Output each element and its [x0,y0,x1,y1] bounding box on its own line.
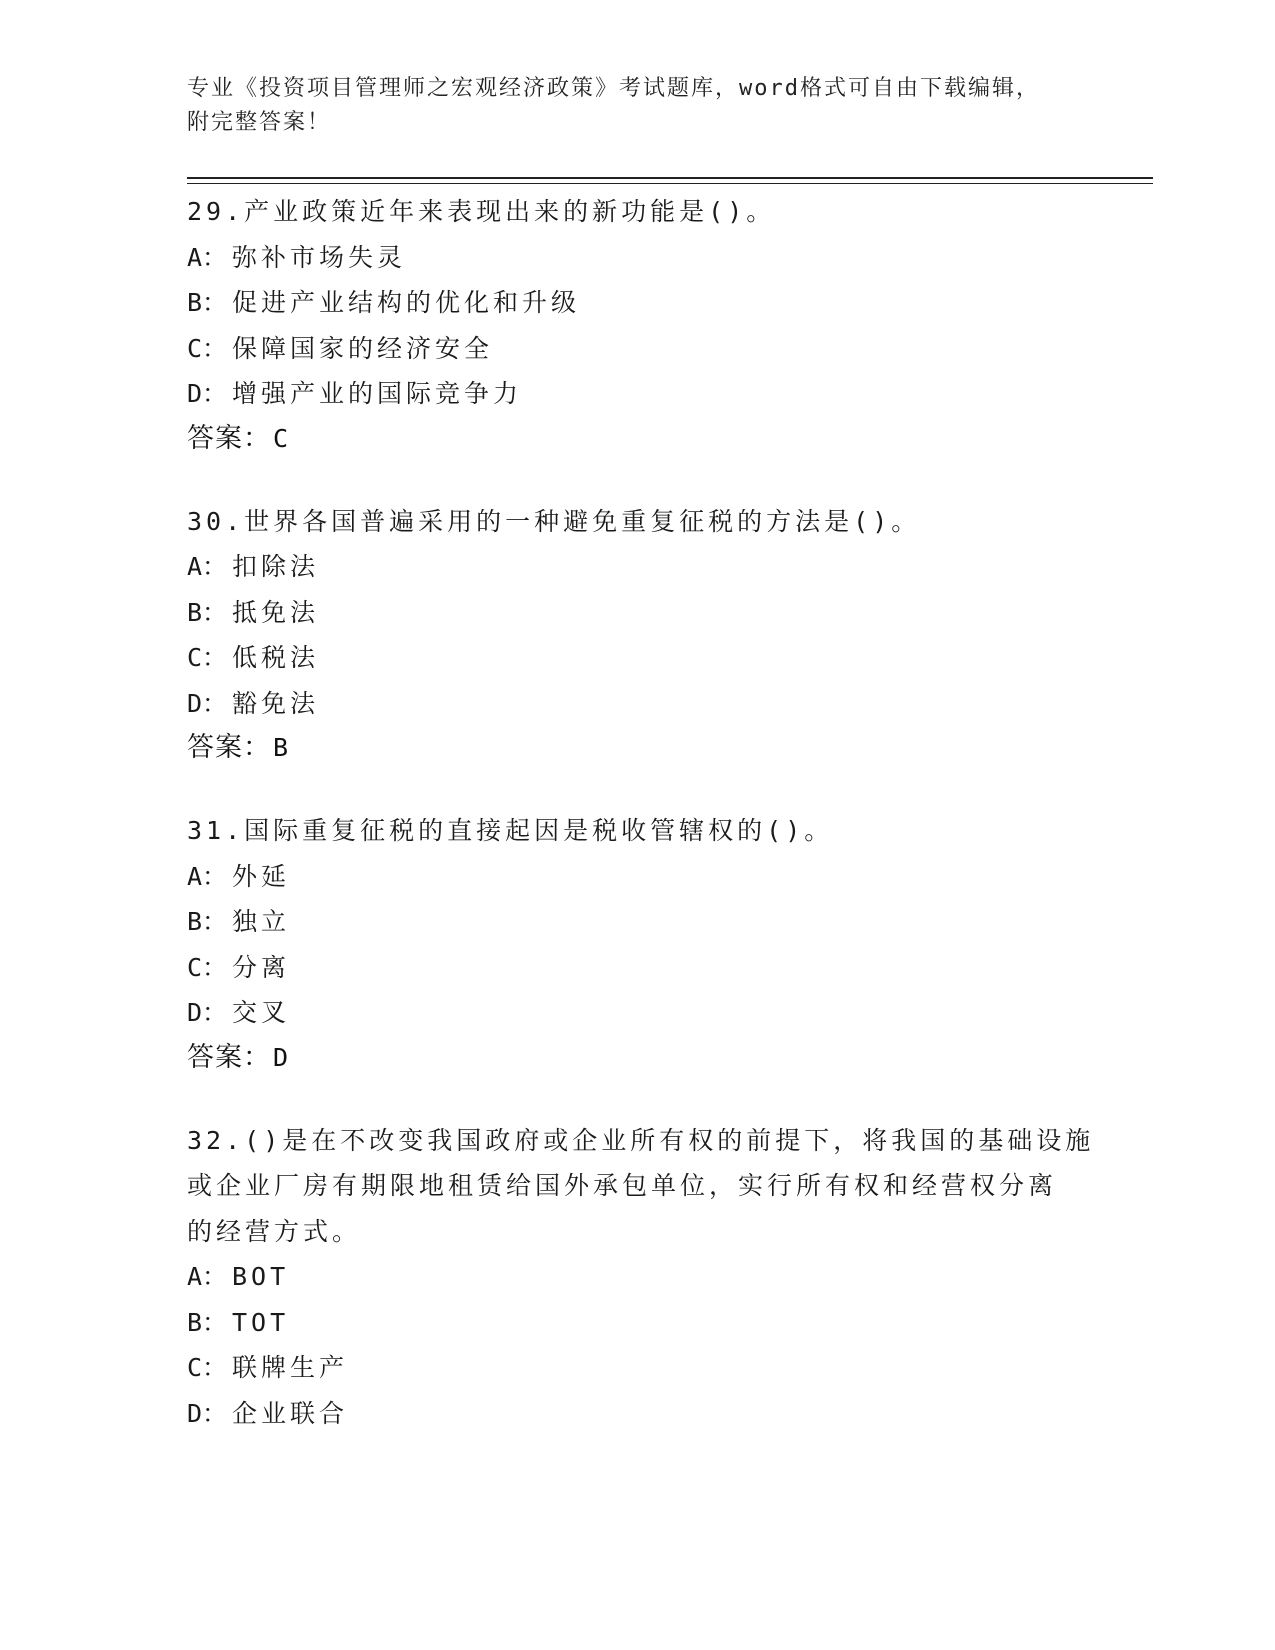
option-key: C： [187,643,228,672]
question-stem: 29.产业政策近年来表现出来的新功能是()。 [187,197,776,226]
header-line-2: 附完整答案！ [187,110,332,135]
option-key: A： [187,242,228,272]
answer-value: D [273,1042,290,1072]
option-text: 豁免法 [232,688,320,718]
option-key: B： [187,288,228,317]
option-key: D： [187,998,228,1027]
option-text: TOT [232,1307,290,1337]
option-c [187,1345,1087,1391]
option-c [187,326,1087,372]
option-key: A： [187,861,228,891]
option-b [187,1300,1087,1346]
option-key: D： [187,688,228,718]
option-a [187,1254,1087,1300]
option-b [187,899,1087,945]
option-text: BOT [232,1262,290,1291]
option-text: 企业联合 [232,1398,349,1428]
question-31 [187,808,1087,1080]
option-b [187,590,1087,636]
option-a [187,235,1087,281]
option-key: B： [187,1307,228,1337]
answer-line [187,1036,1087,1080]
option-text: 保障国家的经济安全 [232,333,494,363]
option-key: A： [187,1262,228,1291]
question-stem: 31.国际重复征税的直接起因是税收管辖权的()。 [187,816,834,845]
question-stem-line-1: 32.()是在不改变我国政府或企业所有权的前提下，将我国的基础设施 [187,1125,1095,1155]
answer-label: 答案： [187,422,271,454]
option-a [187,544,1087,590]
question-stem: 30.世界各国普遍采用的一种避免重复征税的方法是()。 [187,506,921,536]
option-text: 联牌生产 [232,1353,349,1382]
option-key: B： [187,597,228,627]
answer-value: B [273,733,290,762]
option-text: 抵免法 [232,597,320,627]
answer-label: 答案： [187,1041,271,1073]
answer-value: C [273,423,290,453]
option-key: D： [187,1398,228,1428]
option-d [187,1391,1087,1437]
answer-label: 答案： [187,732,271,763]
option-text: 扣除法 [232,552,320,581]
option-key: D： [187,379,228,408]
option-key: C： [187,952,228,982]
option-text: 独立 [232,907,291,936]
option-key: C： [187,1353,228,1382]
option-text: 交叉 [232,998,291,1027]
question-list [187,189,1095,1474]
header-divider-thick [187,177,1153,179]
option-c [187,945,1087,991]
question-stem-line-3: 的经营方式。 [187,1216,362,1246]
answer-line [187,726,1087,770]
option-a [187,854,1087,900]
option-text: 分离 [232,952,291,982]
option-d [187,990,1087,1036]
question-32 [187,1118,1095,1437]
option-d [187,371,1087,417]
option-text: 外延 [232,861,291,891]
option-d [187,681,1087,727]
option-key: A： [187,552,228,581]
document-header [187,72,1087,140]
question-30 [187,499,1087,771]
option-key: C： [187,333,228,363]
option-c [187,635,1087,681]
option-key: B： [187,907,228,936]
option-b [187,280,1087,326]
answer-line [187,417,1087,461]
option-text: 增强产业的国际竞争力 [232,379,523,408]
option-text: 弥补市场失灵 [232,242,407,272]
question-stem-line-2: 或企业厂房有期限地租赁给国外承包单位，实行所有权和经营权分离 [187,1171,1058,1200]
header-divider-thin [187,183,1153,184]
header-line-1: 专业《投资项目管理师之宏观经济政策》考试题库，word格式可自由下载编辑， [187,76,1040,101]
option-text: 低税法 [232,643,320,672]
question-29 [187,189,1087,461]
option-text: 促进产业结构的优化和升级 [232,288,581,317]
